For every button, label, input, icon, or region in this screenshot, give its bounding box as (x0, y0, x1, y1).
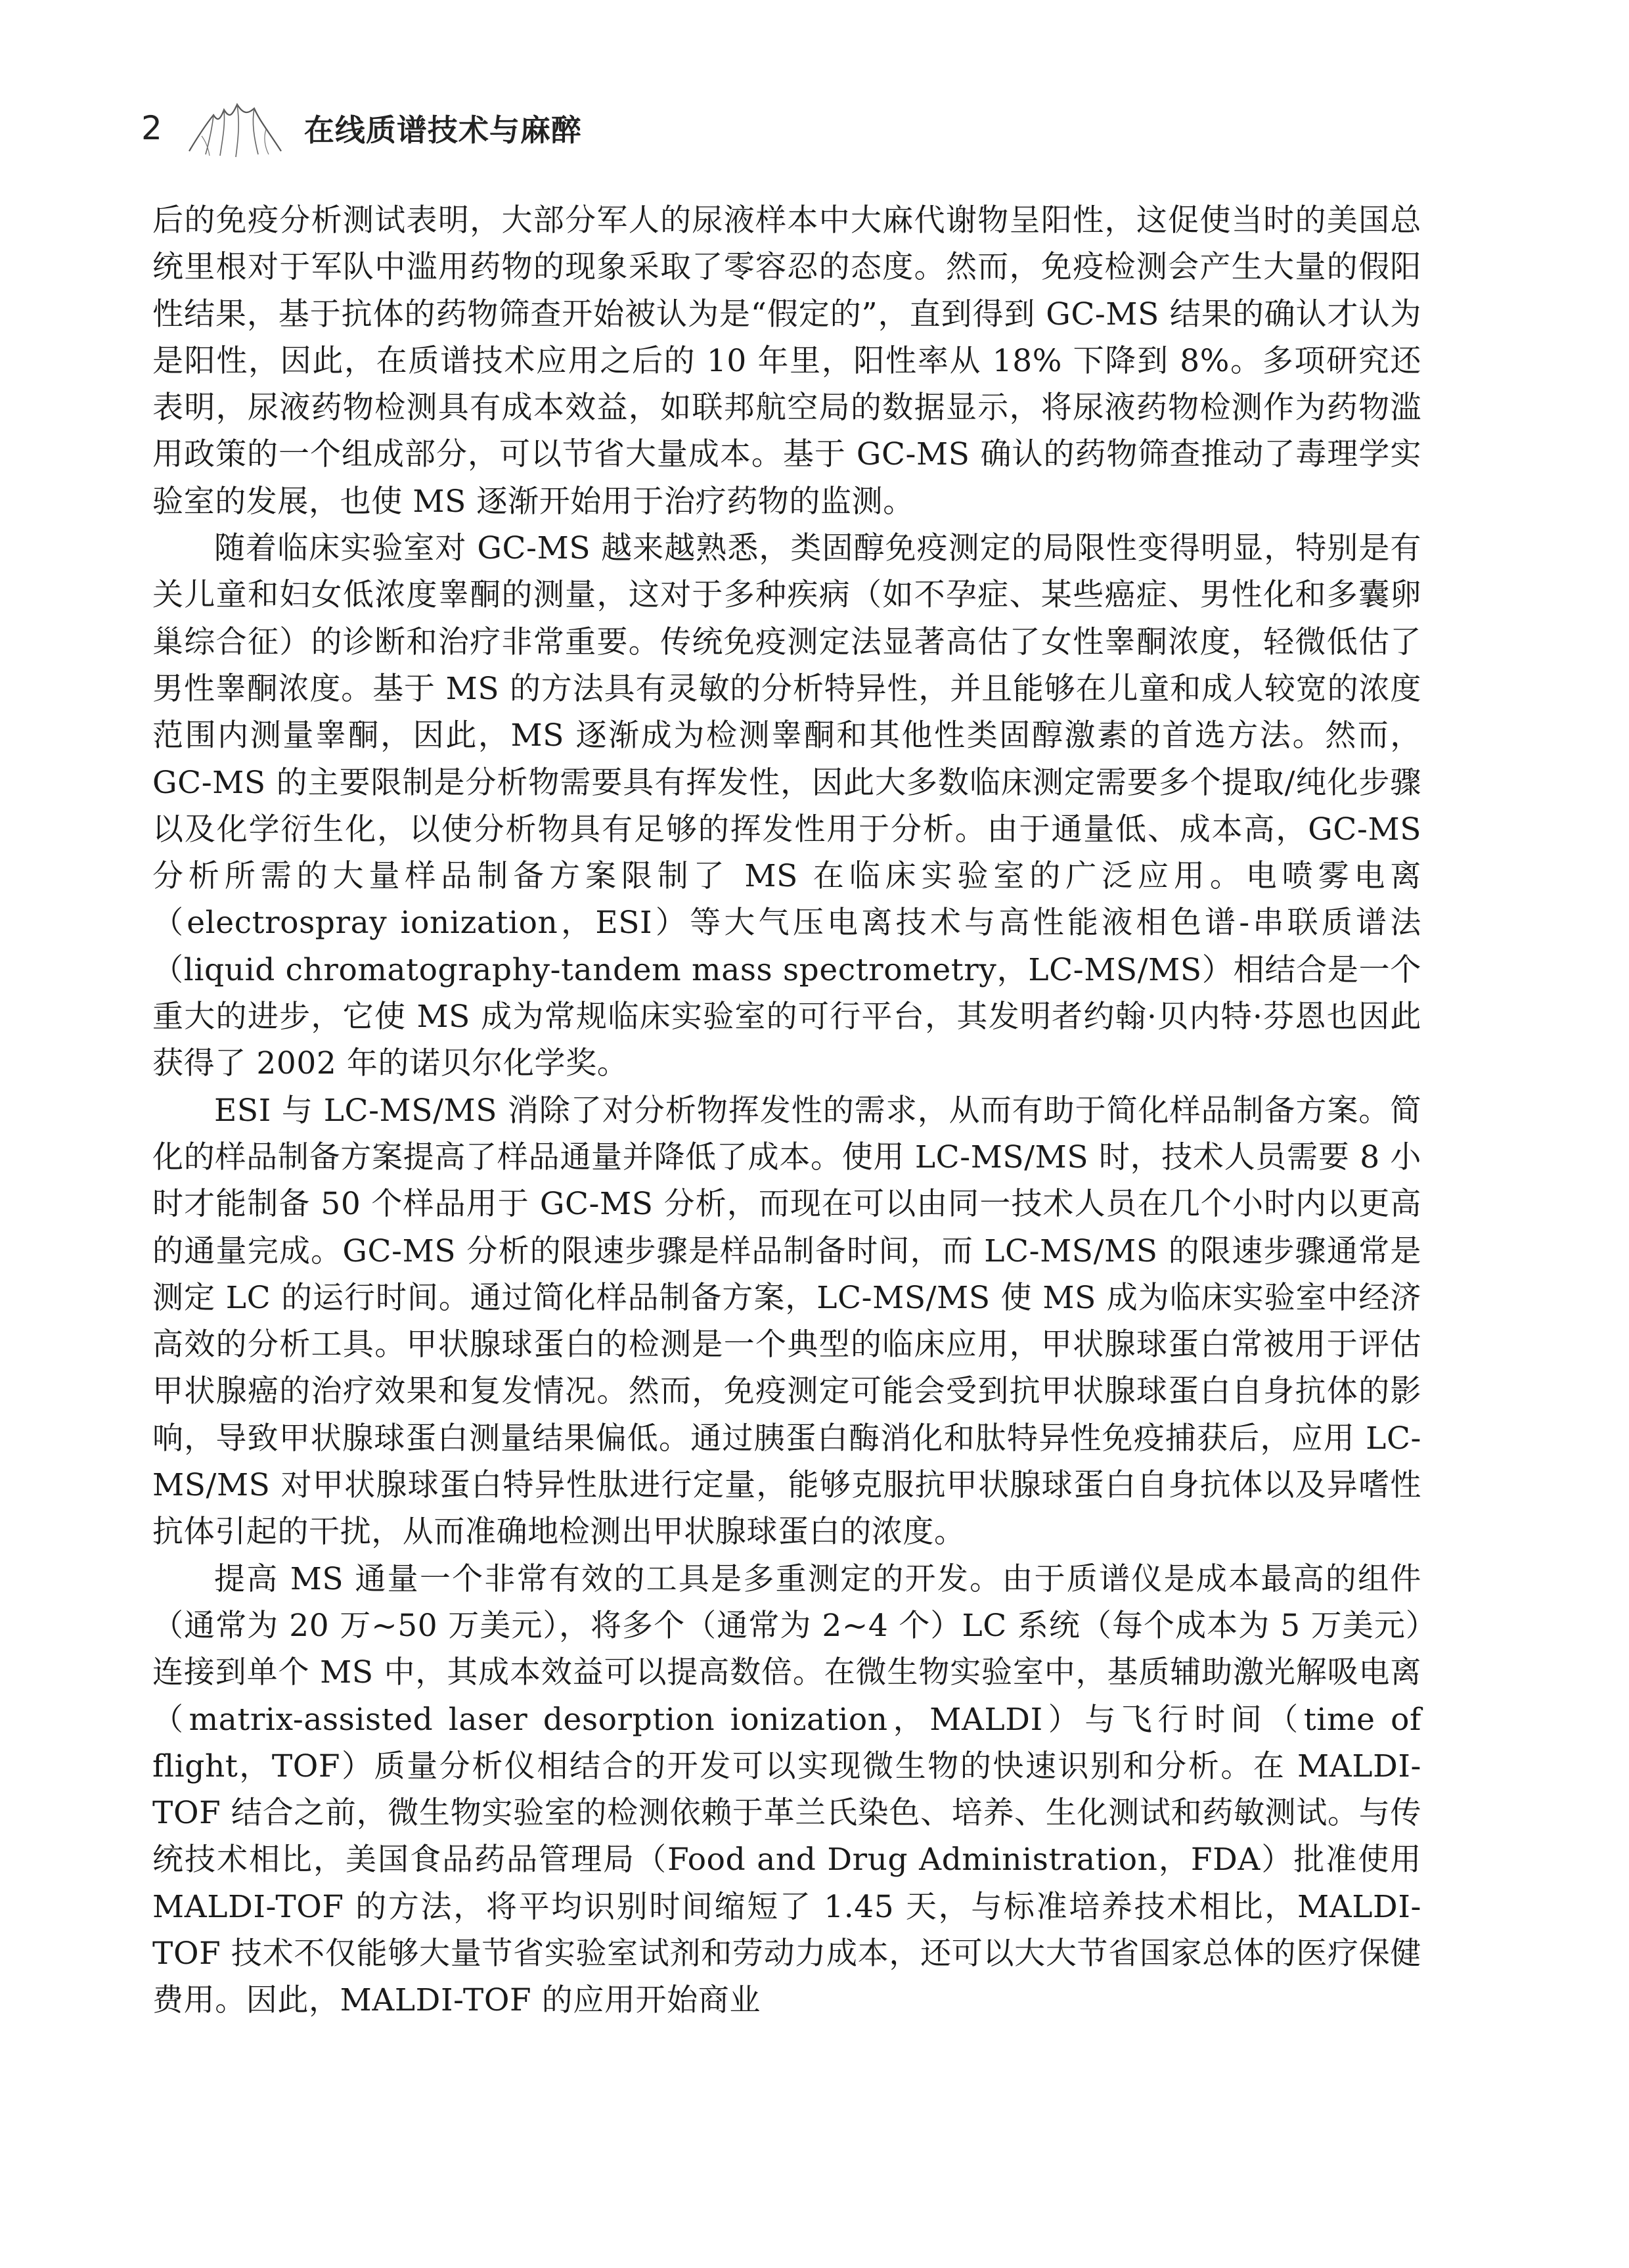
paragraph: 随着临床实验室对 GC-MS 越来越熟悉，类固醇免疫测定的局限性变得明显，特别是有关儿童和妇女低浓度睾酮的测量，这对于多种疾病（如不孕症、某些癌症、男性化和多囊卵巢综合征）的诊断和治疗非常重要。传统免疫测定法显著高估了女性睾酮浓度，轻微低估了男性睾酮浓度。基于 MS 的方法具有灵敏的分析特异性，并且能够在儿童和成人较宽的浓度范围内测量睾酮，因此，MS 逐渐成为检测睾酮和其他性类固醇激素的首选方法。然而，GC-MS 的主要限制是分析物需要具有挥发性，因此大多数临床测定需要多个提取/纯化步骤以及化学衍生化，以使分析物具有足够的挥发性用于分析。由于通量低、成本高，GC-MS 分析所需的大量样品制备方案限制了 MS 在临床实验室的广泛应用。电喷雾电离（electrospray ionization，ESI）等大气压电离技术与高性能液相色谱-串联质谱法（liquid chromatography-tandem mass spectrometry，LC-MS/MS）相结合是一个重大的进步，它使 MS 成为常规临床实验室的可行平台，其发明者约翰·贝内特·芬恩也因此获得了 2002 年的诺贝尔化学奖。 (152, 530, 1421, 1082)
paragraph: ESI 与 LC-MS/MS 消除了对分析物挥发性的需求，从而有助于简化样品制备方案。简化的样品制备方案提高了样品通量并降低了成本。使用 LC-MS/MS 时，技术人员需要 8 小时才能制备 50 个样品用于 GC-MS 分析，而现在可以由同一技术人员在几个小时内以更高的通量完成。GC-MS 分析的限速步骤是样品制备时间，而 LC-MS/MS 的限速步骤通常是测定 LC 的运行时间。通过简化样品制备方案，LC-MS/MS 使 MS 成为临床实验室中经济高效的分析工具。甲状腺球蛋白的检测是一个典型的临床应用，甲状腺球蛋白常被用于评估甲状腺癌的治疗效果和复发情况。然而，免疫测定可能会受到抗甲状腺球蛋白自身抗体的影响，导致甲状腺球蛋白测量结果偏低。通过胰蛋白酶消化和肽特异性免疫捕获后，应用 LC-MS/MS 对甲状腺球蛋白特异性肽进行定量，能够克服抗甲状腺球蛋白自身抗体以及异嗜性抗体引起的干扰，从而准确地检测出甲状腺球蛋白的浓度。 (152, 1092, 1421, 1551)
paragraph: 提高 MS 通量一个非常有效的工具是多重测定的开发。由于质谱仪是成本最高的组件（通常为 20 万~50 万美元），将多个（通常为 2~4 个）LC 系统（每个成本为 5 万美元）连接到单个 MS 中，其成本效益可以提高数倍。在微生物实验室中，基质辅助激光解吸电离（matrix-assisted laser desorption ionization，MALDI）与飞行时间（time of flight，TOF）质量分析仪相结合的开发可以实现微生物的快速识别和分析。在 MALDI-TOF 结合之前，微生物实验室的检测依赖于革兰氏染色、培养、生化测试和药敏测试。与传统技术相比，美国食品药品管理局（Food and Drug Administration，FDA）批准使用 MALDI-TOF 的方法，将平均识别时间缩短了 1.45 天，与标准培养技术相比，MALDI-TOF 技术不仅能够大量节省实验室试剂和劳动力成本，还可以大大节省国家总体的医疗保健费用。因此，MALDI-TOF 的应用开始商业 (152, 1560, 1421, 2019)
running-title: 在线质谱技术与麻醉 (303, 112, 582, 148)
paragraph: 后的免疫分析测试表明，大部分军人的尿液样本中大麻代谢物呈阳性，这促使当时的美国总统里根对于军队中滥用药物的现象采取了零容忍的态度。然而，免疫检测会产生大量的假阳性结果，基于抗体的药物筛查开始被认为是“假定的”，直到得到 GC-MS 结果的确认才认为是阳性，因此，在质谱技术应用之后的 10 年里，阳性率从 18% 下降到 8%。多项研究还表明，尿液药物检测具有成本效益，如联邦航空局的数据显示，将尿液药物检测作为药物滥用政策的一个组成部分，可以节省大量成本。基于 GC-MS 确认的药物筛查推动了毒理学实验室的发展，也使 MS 逐渐开始用于治疗药物的监测。 (152, 202, 1421, 520)
mountain-outline-icon (186, 95, 284, 161)
page-header (141, 92, 582, 164)
page-number: 2 (141, 109, 162, 147)
body-text (152, 197, 1421, 2024)
